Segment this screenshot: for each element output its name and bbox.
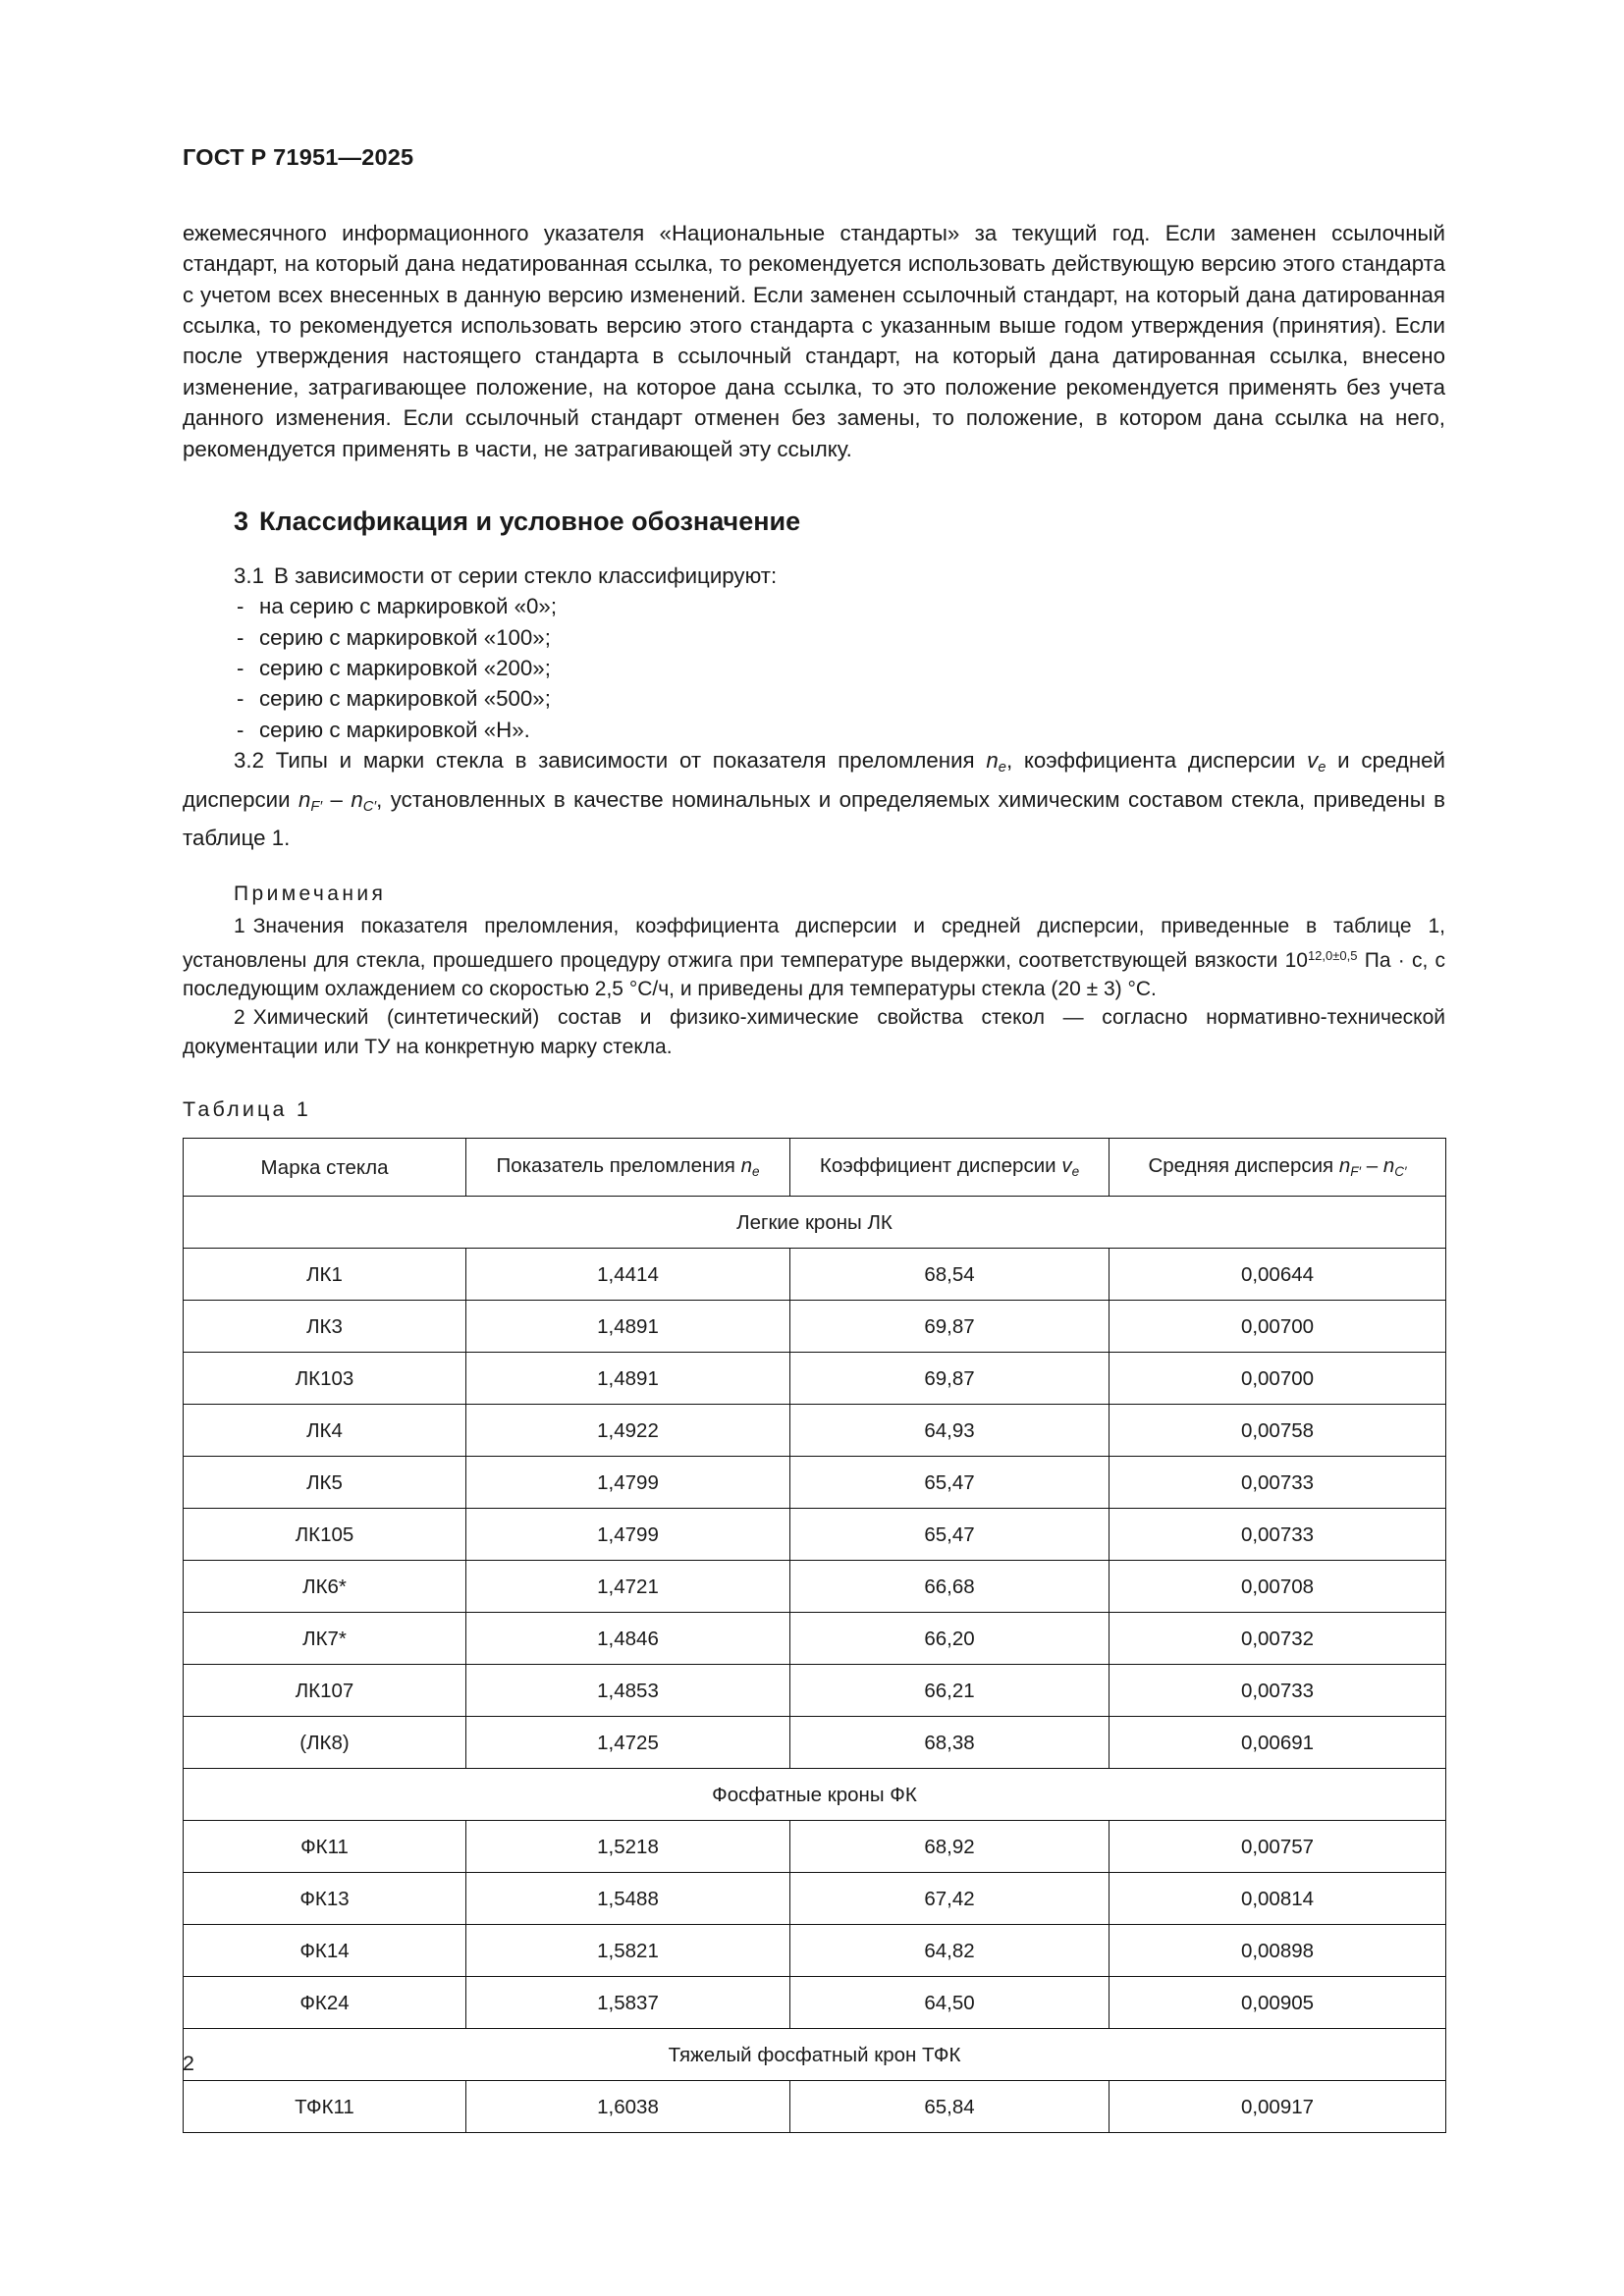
clause-3-1-number: 3.1 <box>234 562 264 588</box>
cell-dispersion: 0,00905 <box>1110 1977 1446 2029</box>
cell-dispersion: 0,00691 <box>1110 1717 1446 1769</box>
table-row <box>184 1821 1446 1873</box>
minus-sign: – <box>322 786 352 812</box>
cell-ve: 68,92 <box>790 1821 1110 1873</box>
table-row <box>184 1405 1446 1457</box>
running-header: ГОСТ Р 71951—2025 <box>183 144 414 170</box>
cell-ve: 66,68 <box>790 1561 1110 1613</box>
table-row <box>184 1457 1446 1509</box>
table-row <box>184 1509 1446 1561</box>
subscript-e: e <box>998 760 1006 776</box>
cell-ve: 68,54 <box>790 1249 1110 1301</box>
cell-ne: 1,4891 <box>466 1353 790 1405</box>
list-item: - серию с маркировкой «500»; <box>234 683 1445 714</box>
cell-mark: ЛК107 <box>184 1665 466 1717</box>
table-row <box>184 1613 1446 1665</box>
cell-dispersion: 0,00733 <box>1110 1665 1446 1717</box>
table-row <box>184 1561 1446 1613</box>
clause-3-2-text-4: , установленных в качестве номинальных и определяемых химическим составом стекла, приведены в таблице 1. <box>183 786 1446 851</box>
table-caption: Таблица 1 <box>183 1097 312 1122</box>
note-2 <box>183 1003 1445 1061</box>
cell-dispersion: 0,00917 <box>1110 2081 1446 2133</box>
series-list <box>183 591 1445 745</box>
list-item: - серию с маркировкой «Н». <box>234 715 1445 745</box>
cell-mark: ФК13 <box>184 1873 466 1925</box>
group-title-tfk: Тяжелый фосфатный крон ТФК <box>184 2029 1446 2081</box>
table-row <box>184 2081 1446 2133</box>
cell-ne: 1,5837 <box>466 1977 790 2029</box>
table-row <box>184 1717 1446 1769</box>
clause-3-1-text: В зависимости от серии стекло классифицируют: <box>274 562 778 588</box>
table-header <box>184 1139 1446 1197</box>
cell-ve: 69,87 <box>790 1353 1110 1405</box>
cell-dispersion: 0,00700 <box>1110 1301 1446 1353</box>
cell-ve: 68,38 <box>790 1717 1110 1769</box>
header-text-3: Коэффициент дисперсии <box>819 1154 1062 1178</box>
section-heading <box>183 506 1445 539</box>
column-header-mean-dispersion <box>1110 1139 1446 1197</box>
glass-grades-table <box>183 1138 1446 2133</box>
clause-3-1 <box>183 561 1445 591</box>
table-row <box>184 1353 1446 1405</box>
table-row <box>184 1925 1446 1977</box>
subscript-f-prime: F′ <box>310 798 323 815</box>
notes-heading: Примечания <box>234 881 387 905</box>
cell-mark: ТФК11 <box>184 2081 466 2133</box>
cell-mark: ЛК6* <box>184 1561 466 1613</box>
note-1-number: 1 <box>234 915 245 938</box>
cell-ve: 67,42 <box>790 1873 1110 1925</box>
cell-dispersion: 0,00708 <box>1110 1561 1446 1613</box>
header-minus: – <box>1361 1154 1383 1178</box>
cell-mark: ФК14 <box>184 1925 466 1977</box>
clause-3-2-text-1: Типы и марки стекла в зависимости от показателя преломления <box>275 748 987 774</box>
table-body <box>184 1197 1446 2133</box>
note-2-number: 2 <box>234 1006 245 1030</box>
group-title-fk: Фосфатные кроны ФК <box>184 1769 1446 1821</box>
list-item: - серию с маркировкой «200»; <box>234 653 1445 683</box>
cell-dispersion: 0,00700 <box>1110 1353 1446 1405</box>
cell-dispersion: 0,00733 <box>1110 1457 1446 1509</box>
page-number: 2 <box>183 2052 194 2075</box>
variable-n-f: n <box>298 786 311 812</box>
cell-ne: 1,4725 <box>466 1717 790 1769</box>
cell-ne: 1,5488 <box>466 1873 790 1925</box>
list-item: - на серию с маркировкой «0»; <box>234 591 1445 621</box>
table-row <box>184 1249 1446 1301</box>
cell-mark: ЛК4 <box>184 1405 466 1457</box>
clause-3-2-text-2: , коэффициента дисперсии <box>1005 748 1308 774</box>
section-number: 3 <box>234 507 249 537</box>
note-1 <box>183 912 1445 1003</box>
header-var-n-c: n <box>1382 1154 1395 1178</box>
note-2-text: Химический (синтетический) состав и физико-химические свойства стекол — согласно нормативно-технической документации или ТУ на конкретную марку стекла. <box>183 1006 1445 1058</box>
table-row <box>184 1301 1446 1353</box>
header-sub-e-2: e <box>1071 1164 1080 1180</box>
cell-ne: 1,6038 <box>466 2081 790 2133</box>
cell-ve: 66,21 <box>790 1665 1110 1717</box>
note-1-exponent: 12,0±0,5 <box>1307 947 1358 963</box>
subscript-c-prime: C′ <box>362 798 377 815</box>
cell-mark: ЛК105 <box>184 1509 466 1561</box>
note-1-text-after: Па · с, с последующим охлаждением со скоростью 2,5 °C/ч, и приведены для температуры стекла (20 ± 3) °C. <box>183 948 1445 1000</box>
column-header-dispersion-coefficient <box>790 1139 1110 1197</box>
column-header-refractive-index <box>466 1139 790 1197</box>
clause-3-2-text-3: и средней дисперсии <box>183 748 1446 812</box>
cell-mark: ЛК5 <box>184 1457 466 1509</box>
cell-ve: 64,50 <box>790 1977 1110 2029</box>
section-title: Классификация и условное обозначение <box>259 507 801 537</box>
cell-mark: ЛК3 <box>184 1301 466 1353</box>
header-text-2: Показатель преломления <box>496 1154 741 1178</box>
header-var-n-f: n <box>1338 1154 1351 1178</box>
variable-n-e: n <box>986 748 999 774</box>
header-sub-c: C′ <box>1394 1164 1407 1180</box>
table-row <box>184 1977 1446 2029</box>
table-row <box>184 1873 1446 1925</box>
cell-ve: 64,93 <box>790 1405 1110 1457</box>
group-title-lk: Легкие кроны ЛК <box>184 1197 1446 1249</box>
note-1-text-before: Значения показателя преломления, коэффициента дисперсии и средней дисперсии, приведенные в таблице 1, установлены для стекла, прошедшего процедуру отжига при температуре выдержки, соответствующей вязкости 10 <box>183 915 1445 972</box>
subscript-e-2: e <box>1318 760 1326 776</box>
cell-ne: 1,5218 <box>466 1821 790 1873</box>
cell-ve: 65,47 <box>790 1457 1110 1509</box>
cell-ve: 69,87 <box>790 1301 1110 1353</box>
header-var-n: n <box>740 1154 752 1178</box>
cell-dispersion: 0,00757 <box>1110 1821 1446 1873</box>
cell-dispersion: 0,00898 <box>1110 1925 1446 1977</box>
cell-ne: 1,4721 <box>466 1561 790 1613</box>
page-content <box>183 145 1445 2133</box>
cell-dispersion: 0,00814 <box>1110 1873 1446 1925</box>
cell-ve: 66,20 <box>790 1613 1110 1665</box>
variable-v: v <box>1307 748 1319 774</box>
cell-ne: 1,4799 <box>466 1509 790 1561</box>
clause-3-2-number: 3.2 <box>234 748 264 774</box>
clause-3-2 <box>183 745 1445 853</box>
cell-ve: 65,47 <box>790 1509 1110 1561</box>
column-header-mark: Марка стекла <box>184 1139 466 1197</box>
header-text-4: Средняя дисперсия <box>1148 1154 1339 1178</box>
intro-paragraph: ежемесячного информационного указателя «Национальные стандарты» за текущий год. Если заменен ссылочный стандарт, на который дана недатированная ссылка, то рекомендуется использовать действующую версию этого стандарта с учетом всех внесенных в данную версию изменений. Если заменен ссылочный стандарт, на который дана датированная ссылка, то рекомендуется использовать версию этого стандарта с указанным выше годом утверждения (принятия). Если после утверждения настоящего стандарта в ссылочный стандарт, на который дана датированная ссылка, внесено изменение, затрагивающее положение, на которое дана ссылка, то это положение рекомендуется применять без учета данного изменения. Если ссылочный стандарт отменен без замены, то положение, в котором дана ссылка на него, рекомендуется применять в части, не затрагивающей эту ссылку. <box>183 220 1445 461</box>
cell-ne: 1,4799 <box>466 1457 790 1509</box>
cell-mark: ЛК7* <box>184 1613 466 1665</box>
cell-ne: 1,4414 <box>466 1249 790 1301</box>
table-row <box>184 1665 1446 1717</box>
variable-n-c: n <box>351 786 363 812</box>
cell-mark: ФК11 <box>184 1821 466 1873</box>
cell-dispersion: 0,00644 <box>1110 1249 1446 1301</box>
cell-dispersion: 0,00733 <box>1110 1509 1446 1561</box>
table-group-row <box>184 1197 1446 1249</box>
table-group-row <box>184 2029 1446 2081</box>
cell-ve: 65,84 <box>790 2081 1110 2133</box>
header-var-v: v <box>1061 1154 1072 1178</box>
table-header-row <box>184 1139 1446 1197</box>
cell-ne: 1,4846 <box>466 1613 790 1665</box>
list-item: - серию с маркировкой «100»; <box>234 622 1445 653</box>
cell-ne: 1,4922 <box>466 1405 790 1457</box>
cell-mark: (ЛК8) <box>184 1717 466 1769</box>
cell-mark: ЛК103 <box>184 1353 466 1405</box>
cell-ne: 1,4891 <box>466 1301 790 1353</box>
cell-dispersion: 0,00758 <box>1110 1405 1446 1457</box>
cell-mark: ФК24 <box>184 1977 466 2029</box>
header-sub-f: F′ <box>1350 1164 1362 1180</box>
header-sub-e: e <box>752 1164 760 1180</box>
cell-dispersion: 0,00732 <box>1110 1613 1446 1665</box>
cell-mark: ЛК1 <box>184 1249 466 1301</box>
cell-ne: 1,5821 <box>466 1925 790 1977</box>
table-group-row <box>184 1769 1446 1821</box>
cell-ve: 64,82 <box>790 1925 1110 1977</box>
cell-ne: 1,4853 <box>466 1665 790 1717</box>
